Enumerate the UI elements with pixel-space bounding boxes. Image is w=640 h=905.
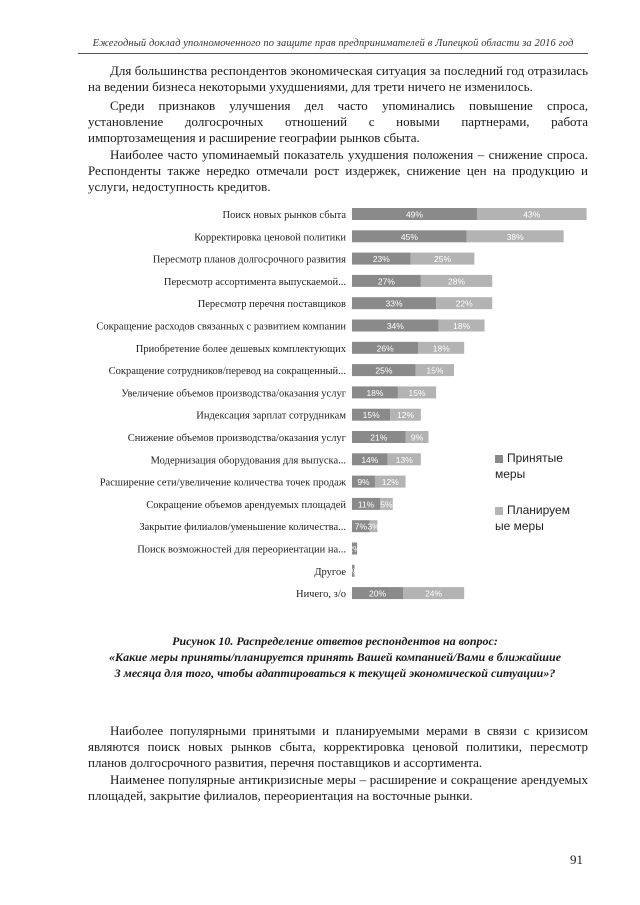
data-label: 22% — [455, 298, 473, 309]
data-label: 18% — [453, 321, 471, 331]
category-label: Сокращение сотрудников/перевод на сокращенный... — [108, 366, 346, 378]
data-label: 15% — [362, 410, 380, 421]
data-label: 43% — [523, 209, 541, 220]
data-label: 45% — [400, 231, 418, 242]
running-header: Ежегодный доклад уполномоченного по защите прав предпринимателей в Липецкой области за 2016 год — [92, 38, 574, 49]
legend-accepted-swatch — [495, 455, 503, 463]
category-label: Расширение сети/увеличение количества точек продаж — [99, 477, 346, 489]
data-label: 9% — [410, 432, 424, 443]
category-label: Приобретение более дешевых комплектующих — [135, 343, 346, 355]
data-label: 25% — [434, 254, 452, 265]
paragraph-2: Среди признаков улучшения дел часто упоминались повышение спроса, установление долгосрочных отношений с новыми партнерами, работа импортозамещения и расширение географии рынков сбыта. — [88, 98, 588, 145]
data-label: 21% — [370, 432, 388, 443]
data-label: 12% — [397, 410, 415, 421]
data-label: 7% — [354, 521, 368, 532]
legend-planned-swatch — [495, 507, 503, 515]
category-label: Индексация зарплат сотрудникам — [196, 410, 346, 422]
measures-bar-chart — [40, 200, 620, 620]
category-label: Снижение объемов производства/оказания услуг — [127, 433, 346, 444]
data-label: 27% — [377, 276, 395, 287]
data-label: 26% — [376, 343, 394, 354]
category-label: Ничего, з/о — [295, 589, 346, 601]
data-label: 23% — [372, 254, 390, 265]
legend-accepted-text: Принятые — [507, 451, 563, 465]
paragraph-1: Для большинства респондентов экономическая ситуация за последний год отразилась на ведении бизнеса некоторыми ухудшениями, для трети ничего не изменилось. — [88, 63, 588, 94]
data-label: 13% — [395, 454, 413, 465]
header-rule — [78, 53, 588, 54]
data-label: 9% — [357, 477, 370, 488]
category-label: Закрытие филиалов/уменьшение количества... — [139, 522, 346, 534]
category-label: Пересмотр ассортимента выпускаемой... — [163, 276, 346, 288]
data-label: 28% — [448, 276, 466, 287]
category-label: Сокращение расходов связанных с развитием компании — [96, 321, 346, 333]
data-label: 15% — [408, 387, 426, 398]
category-label: Другое — [314, 566, 346, 578]
category-label: Модернизация оборудования для выпуска... — [150, 455, 346, 467]
legend-planned-text: ые меры — [495, 519, 544, 533]
data-label: 11% — [357, 499, 375, 510]
data-label: 18% — [366, 387, 384, 398]
data-label: 5% — [380, 499, 393, 510]
paragraph-5: Наименее популярные антикризисные меры – расширение и сокращение арендуемых площадей, закрытие филиалов, переориентация на восточные рынки. — [88, 772, 588, 803]
data-label: 1% — [347, 566, 360, 577]
data-label: 2% — [348, 544, 361, 554]
data-label: 25% — [375, 365, 393, 376]
caption-line-1: Рисунок 10. Распределение ответов респондентов на вопрос: — [172, 634, 498, 648]
data-label: 15% — [426, 365, 444, 376]
data-label: 49% — [405, 209, 423, 220]
legend-accepted-text: меры — [495, 467, 526, 481]
category-label: Сокращение объемов арендуемых площадей — [146, 499, 346, 511]
paragraph-4: Наиболее популярными принятыми и планируемыми мерами в связи с кризисом являются поиск новых рынков сбыта, корректировка ценовой политики, пересмотр планов долгосрочного развития, перечня поставщиков и ассортимента. — [88, 723, 588, 770]
figure-caption — [70, 633, 600, 681]
caption-line-3: 3 месяца для того, чтобы адаптироваться к текущей экономической ситуации»? — [114, 666, 556, 680]
data-label: 3% — [367, 521, 380, 532]
legend-planned-text: Планируем — [507, 503, 570, 517]
category-label: Пересмотр планов долгосрочного развития — [152, 254, 346, 266]
data-label: 12% — [381, 477, 399, 488]
data-label: 24% — [425, 588, 443, 599]
category-label: Поиск новых рынков сбыта — [222, 210, 346, 221]
category-label: Пересмотр перечня поставщиков — [197, 299, 346, 311]
data-label: 34% — [386, 321, 404, 331]
data-label: 18% — [432, 343, 450, 354]
data-label: 33% — [385, 298, 403, 309]
category-label: Увеличение объемов производства/оказания услуг — [121, 388, 346, 400]
caption-line-2: «Какие меры приняты/планируется принять Вашей компанией/Вами в ближайшие — [108, 650, 562, 664]
category-label: Поиск возможностей для переориентации на... — [137, 544, 346, 556]
data-label: 14% — [361, 454, 379, 465]
paragraph-3: Наиболее часто упоминаемый показатель ухудшения положения – снижение спроса. Респонденты также нередко отмечали рост издержек, снижение цен на продукцию и услуги, недоступность кредитов. — [88, 147, 588, 194]
category-label: Корректировка ценовой политики — [194, 232, 346, 244]
data-label: 20% — [368, 588, 387, 599]
page-number: 91 — [570, 852, 583, 867]
data-label: 38% — [506, 231, 524, 242]
